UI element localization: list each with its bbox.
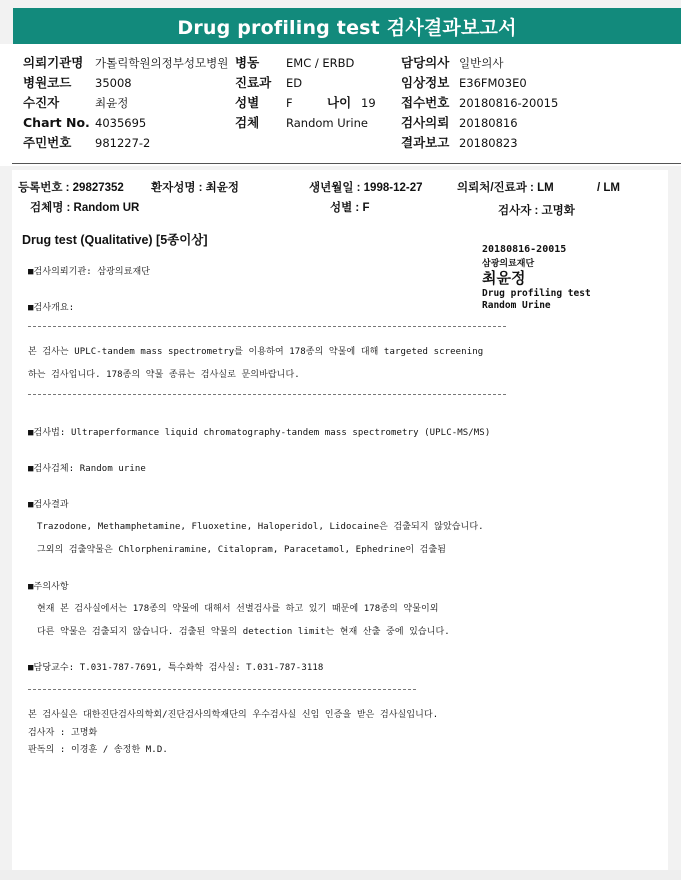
specimen-label-sticker [478,239,618,319]
header-value: 981227-2 [95,136,151,150]
bottom-strip [0,870,681,880]
report-title: Drug profiling test 검사결과보고서 [13,8,681,44]
patient-name: 환자성명 : 최윤정 [151,182,239,194]
specimen-name: 검체명 : Random UR [30,202,140,214]
method-line: ■검사법: Ultraperformance liquid chromatography-tandem mass spectrometry (UPLC-MS/MS) [28,428,491,438]
header-value: 20180816-20015 [459,96,559,110]
header-label: 병동 [235,55,260,70]
divider [28,326,506,327]
header-label: 검체 [235,115,260,130]
header-value: 4035695 [95,116,147,130]
header-value: ED [286,76,303,90]
overview-line-2: 하는 검사입니다. 178종의 약물 종류는 검사실로 문의바랍니다. [28,370,300,380]
header-label: 담당의사 [401,55,450,70]
header-info-table [0,44,681,166]
header-value: EMC / ERBD [286,56,355,70]
label-test: Drug profiling test [482,288,591,299]
label-accession: 20180816-20015 [482,244,567,255]
header-value: 20180823 [459,136,518,150]
result-heading: ■검사결과 [28,500,69,510]
header-label: 수진자 [23,95,60,110]
reader-line: 판독의 : 이경훈 / 송정한 M.D. [28,745,168,755]
header-value: 20180816 [459,116,518,130]
age-label: 나이 [327,95,352,110]
header-label: 접수번호 [401,95,450,110]
label-lab: 삼광의료재단 [482,259,535,269]
header-label: 병원코드 [23,75,72,90]
specimen-line: ■검사검체: Random urine [28,464,146,474]
result-line-1: Trazodone, Methamphetamine, Fluoxetine, Haloperidol, Lidocaine은 검출되지 않았습니다. [37,522,484,532]
referral-dept-sub: / LM [597,182,620,194]
header-label: Chart No. [23,115,90,130]
divider [28,394,506,395]
section-title: Drug test (Qualitative) [5종이상] [22,233,208,247]
header-label: 주민번호 [23,135,72,150]
result-line-2: 그외의 검출약물은 Chlorpheniramine, Citalopram, Paracetamol, Ephedrine이 검출됨 [37,545,447,555]
overview-line-1: 본 검사는 UPLC-tandem mass spectrometry를 이용하여 178종의 약물에 대해 targeted screening [28,347,484,357]
header-label: 성별 [235,95,260,110]
certification-line: 본 검사실은 대한진단검사의학회/진단검사의학재단의 우수검사실 신임 인증을 받은 검사실입니다. [28,710,439,720]
header-value: 일반의사 [459,56,504,70]
header-value: 35008 [95,76,132,90]
header-separator [12,163,681,164]
agency-line: ■검사의뢰기관: 삼광의료재단 [28,267,151,277]
header-value: Random Urine [286,116,368,130]
header-label: 검사의뢰 [401,115,450,130]
scanned-report [12,170,668,870]
header-label: 의뢰기관명 [23,55,84,70]
age-value: 19 [361,96,376,110]
contact-line: ■담당교수: T.031-787-7691, 특수화학 검사실: T.031-787-3118 [28,663,324,673]
caution-line-2: 다른 약물은 검출되지 않습니다. 검출된 약물의 detection limit는 현재 산출 중에 있습니다. [37,627,450,637]
header-label: 진료과 [235,75,272,90]
header-value: E36FM03E0 [459,76,527,90]
header-value: 가톨릭학원의정부성모병원 [95,56,229,70]
header-value: 최윤정 [95,96,129,110]
header-label: 임상정보 [401,75,450,90]
examiner: 검사자 : 고명화 [498,205,575,217]
birth-date: 생년월일 : 1998-12-27 [309,182,423,194]
referral-dept: 의뢰처/진료과 : LM [457,182,554,194]
tester-line: 검사자 : 고명화 [28,728,98,738]
caution-heading: ■주의사항 [28,582,69,592]
overview-heading: ■검사개요: [28,303,75,313]
label-patient: 최윤정 [482,269,526,287]
registration-number: 등록번호 : 29827352 [18,182,124,194]
patient-sex: 성별 : F [330,202,370,214]
header-label: 결과보고 [401,135,450,150]
caution-line-1: 현재 본 검사실에서는 178종의 약물에 대해서 선별검사를 하고 있기 때문에 178종의 약물이외 [37,604,439,614]
divider [28,689,416,690]
label-specimen: Random Urine [482,300,551,311]
header-value: F [286,96,293,110]
